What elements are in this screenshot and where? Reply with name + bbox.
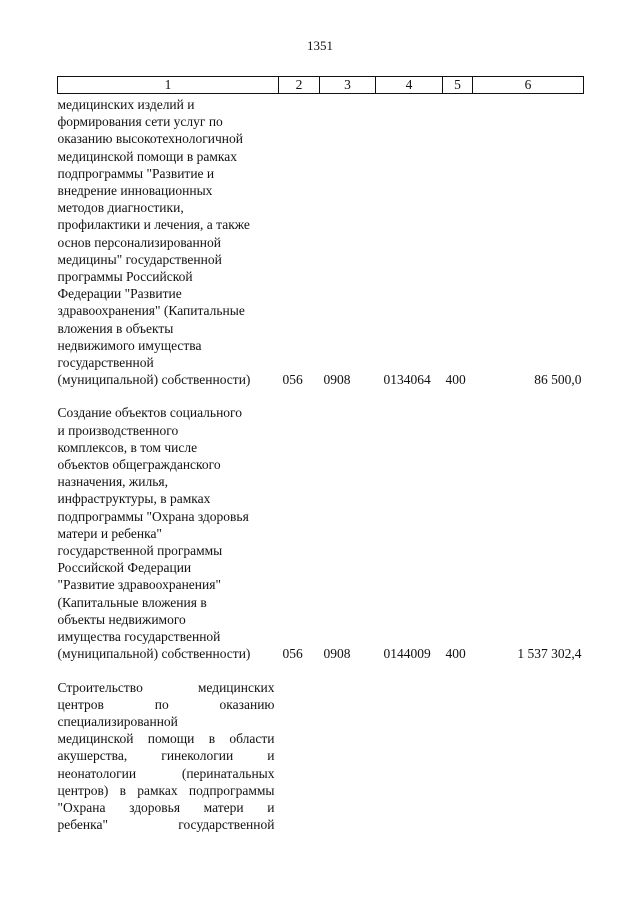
table-row <box>58 679 584 834</box>
row-col2: 056 <box>282 646 303 662</box>
description-line: основ персонализированной <box>57 234 221 250</box>
description-line: матери и ребенка" <box>57 525 162 541</box>
row-col3: 0908 <box>323 646 351 662</box>
description-line: подпрограммы "Развитие и <box>57 165 215 181</box>
description-line: Федерации "Развитие <box>57 286 182 302</box>
description-line: внедрение инновационных <box>57 183 213 199</box>
description-line: государственной <box>57 355 154 371</box>
row-col4 <box>376 679 443 834</box>
column-header-3: 3 <box>320 77 376 94</box>
table-row <box>58 94 584 389</box>
row-spacer <box>58 663 584 679</box>
description-line: государственной программы <box>57 543 223 559</box>
description-line: комплексов, в том числе <box>57 439 198 455</box>
description-line: Российской Федерации <box>57 560 192 576</box>
description-line: центров) в рамках подпрограммы <box>57 782 275 798</box>
description-line: здравоохранения" (Капитальные <box>57 303 245 319</box>
row-col6: 86 500,0 <box>534 372 582 388</box>
description-line: акушерства, гинекологии и <box>57 748 275 764</box>
row-col5 <box>443 679 473 834</box>
row-description <box>58 404 279 662</box>
description-line: методов диагностики, <box>57 200 184 216</box>
description-line: медицинской помощи в области <box>57 731 275 747</box>
description-line: объектов общегражданского <box>57 457 221 473</box>
description-line: медицины" государственной <box>57 251 222 267</box>
row-col3 <box>320 679 376 834</box>
row-col6: 1 537 302,4 <box>517 646 582 662</box>
table-header <box>58 77 584 94</box>
column-header-2: 2 <box>279 77 320 94</box>
table-body <box>58 94 584 834</box>
row-description <box>58 679 279 834</box>
row-spacer <box>58 388 584 404</box>
description-line: специализированной <box>57 713 178 729</box>
column-header-6: 6 <box>473 77 584 94</box>
budget-table <box>57 76 584 833</box>
description-line: медицинской помощи в рамках <box>57 148 237 164</box>
description-line: и производственного <box>57 422 179 438</box>
description-line: ребенка" государственной <box>57 817 275 833</box>
description-line: подпрограммы "Охрана здоровья <box>57 508 249 524</box>
description-line: Создание объектов социального <box>57 405 242 421</box>
description-line: вложения в объекты <box>57 320 174 336</box>
row-col5: 400 <box>445 372 466 388</box>
row-col2 <box>279 679 320 834</box>
description-line: имущества государственной <box>57 629 221 645</box>
description-line: программы Российской <box>57 269 193 285</box>
row-col3: 0908 <box>323 372 351 388</box>
description-line: медицинских изделий и <box>57 97 195 112</box>
row-col4: 0134064 <box>383 372 431 388</box>
column-header-4: 4 <box>376 77 443 94</box>
description-line: недвижимого имущества <box>57 337 202 353</box>
description-line: назначения, жилья, <box>57 474 168 490</box>
description-line: Строительство медицинских <box>57 679 275 695</box>
column-header-1: 1 <box>58 77 279 94</box>
row-col5: 400 <box>445 646 466 662</box>
description-line: "Развитие здравоохранения" <box>57 577 221 593</box>
description-line: (Капитальные вложения в <box>57 594 207 610</box>
row-col2: 056 <box>282 372 303 388</box>
table-row <box>58 404 584 662</box>
description-line: неонатологии (перинатальных <box>57 765 275 781</box>
description-line: центров по оказанию <box>57 696 275 712</box>
row-description <box>58 94 279 389</box>
row-col4: 0144009 <box>383 646 431 662</box>
description-line: формирования сети услуг по <box>57 114 223 130</box>
description-line: объекты недвижимого <box>57 611 186 627</box>
description-line: оказанию высокотехнологичной <box>57 131 243 147</box>
description-line: (муниципальной) собственности) <box>57 372 251 388</box>
page-number: 1351 <box>307 38 333 53</box>
description-line: профилактики и лечения, а также <box>57 217 250 233</box>
description-line: (муниципальной) собственности) <box>57 646 251 662</box>
description-line: "Охрана здоровья матери и <box>57 799 275 815</box>
column-header-5: 5 <box>443 77 473 94</box>
description-line: инфраструктуры, в рамках <box>57 491 211 507</box>
row-col6 <box>473 679 584 834</box>
